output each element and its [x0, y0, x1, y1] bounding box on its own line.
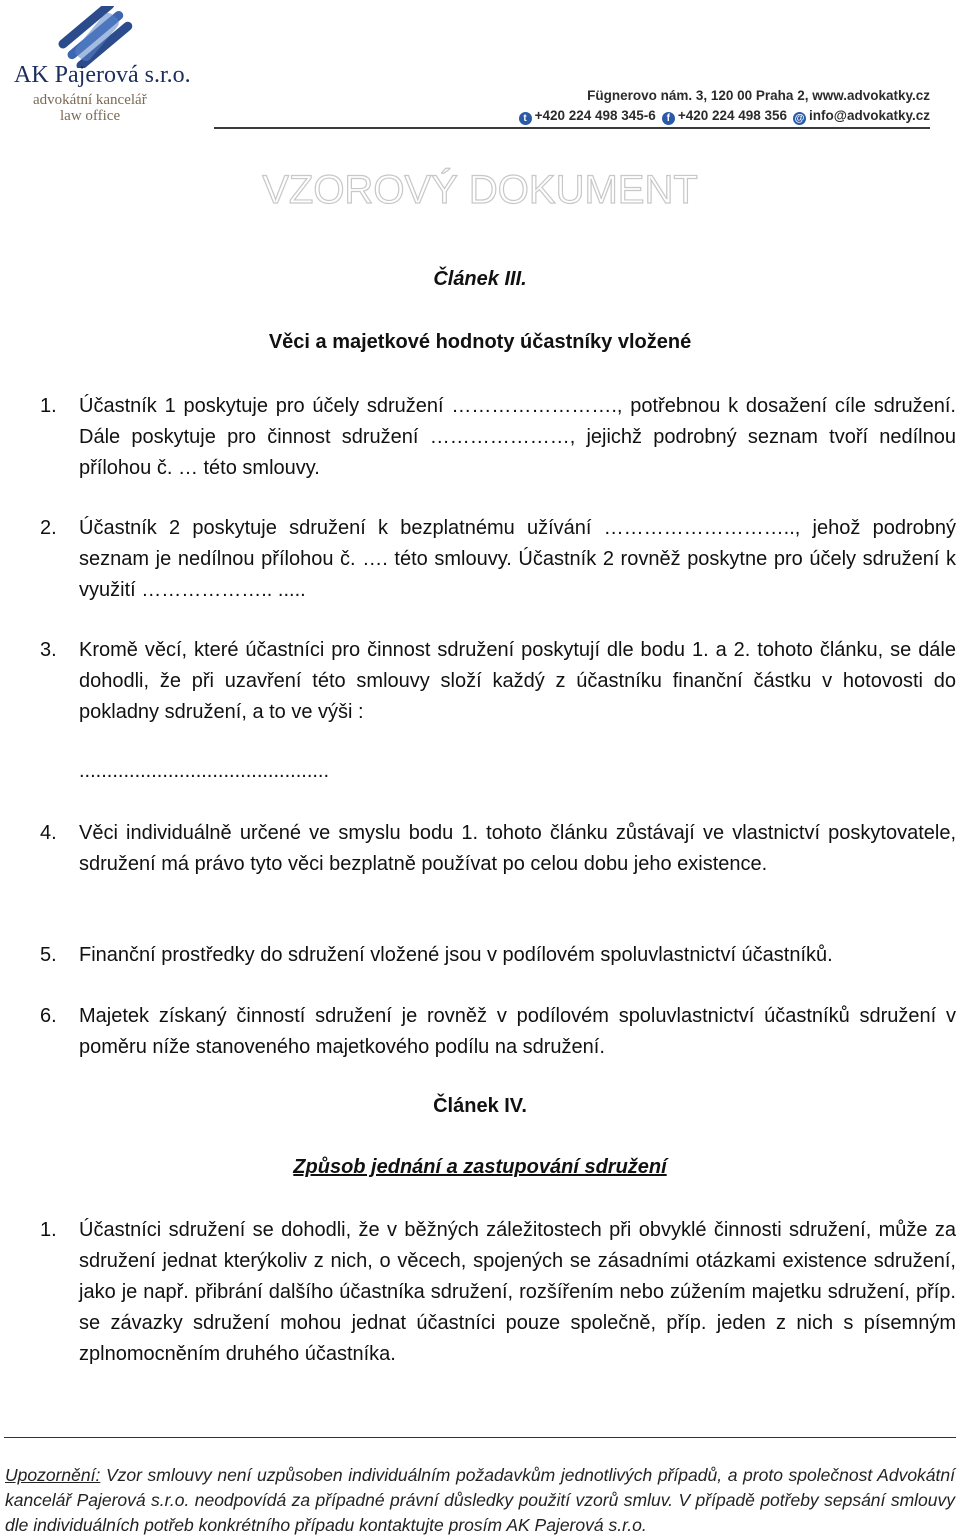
item-number: 3. [40, 639, 57, 661]
company-name: AK Pajerová s.r.o. [14, 62, 191, 88]
item-text: Majetek získaný činností sdružení je rovněž v podílovém spoluvlastnictví účastníků sdružení v poměru níže stanoveného majetkového podílu na sdružení. [79, 1005, 956, 1058]
list-item [40, 818, 956, 880]
company-subtitle-cz: advokátní kancelář [33, 92, 147, 108]
fax-icon: f [662, 112, 675, 125]
company-subtitle-en: law office [60, 108, 121, 124]
item-number: 2. [40, 517, 57, 539]
fax-contact [662, 108, 787, 125]
item-text: Účastníci sdružení se dohodli, že v běžných záležitostech při obvyklé činnosti sdružení, může za sdružení jednat kterýkoliv z nich, o věcech, spojených se zásadními otázkami existence sdružení, jako je např. přibrání dalšího účastníka sdružení, rozšířením nebo zúžením majetku sdružení, příp. se závazky sdružení mohou jednat účastníci pouze společně, příp. jeden z nich s písemným zplnomocněním druhého účastníka. [79, 1219, 956, 1365]
list-item [40, 1001, 956, 1063]
phone-number: +420 224 498 345-6 [534, 108, 656, 123]
item-text: Účastník 2 poskytuje sdružení k bezplatnému užívání ……………………….., jehož podrobný seznam je nedílnou přílohou č. …. této smlouvy. Účastník 2 rovněž poskytne pro účely sdružení k využití ……………….. ..... [79, 517, 956, 601]
list-item [40, 391, 956, 484]
item-number: 1. [40, 395, 57, 417]
list-item [40, 940, 956, 971]
email-icon: @ [794, 113, 805, 124]
phone-icon: t [519, 112, 532, 125]
list-item [40, 1215, 956, 1370]
email-address[interactable]: info@advokatky.cz [809, 108, 930, 123]
item-text: Kromě věcí, které účastníci pro činnost sdružení poskytují dle bodu 1. a 2. tohoto článku, se dále dohodli, že při uzavření této smlouvy složí každý z účastníku finanční částku v hotovosti do pokladny sdružení, a to ve výši : [79, 639, 956, 723]
header-contacts [519, 108, 930, 125]
header-contact-block [519, 88, 930, 125]
footer-disclaimer [5, 1463, 955, 1538]
watermark: VZOROVÝ DOKUMENT [262, 168, 698, 212]
list-item [40, 513, 956, 606]
header-address: Fügnerovo nám. 3, 120 00 Praha 2, www.advokatky.cz [587, 88, 930, 103]
footer-warning-label: Upozornění: [5, 1465, 101, 1485]
footer-divider [4, 1437, 956, 1438]
amount-placeholder: ............................................. [79, 760, 330, 782]
article-3-subtitle: Věci a majetkové hodnoty účastníky vložené [268, 331, 692, 353]
item-number: 4. [40, 822, 57, 844]
list-item [40, 635, 956, 728]
fax-number: +420 224 498 356 [677, 108, 788, 123]
item-text: Účastník 1 poskytuje pro účely sdružení ……………………., potřebnou k dosažení cíle sdružení. Dále poskytuje pro činnost sdružení …………………, jejichž podrobný seznam tvoří nedílnou přílohou č. … této smlouvy. [79, 395, 956, 479]
item-number: 6. [40, 1005, 57, 1027]
item-number: 1. [40, 1219, 57, 1241]
header-divider [214, 127, 930, 129]
footer-text: Vzor smlouvy není uzpůsoben individuálním požadavkům jednotlivých případů, a proto společnost Advokátní kancelář Pajerová s.r.o. neodpovídá za případné právní důsledky použití vzorů smluv. V případě potřeby sepsání smlouvy dle individuálních potřeb konkrétního případu kontaktujte prosím AK Pajerová s.r.o. [5, 1465, 955, 1535]
logo-mark-icon [58, 6, 136, 68]
email-contact[interactable] [793, 108, 930, 125]
article-3-title: Článek III. [433, 268, 527, 290]
phone-contact [519, 108, 656, 125]
article-4-title: Článek IV. [433, 1095, 527, 1117]
item-text: Věci individuálně určené ve smyslu bodu 1. tohoto článku zůstávají ve vlastnictví poskytovatele, sdružení má právo tyto věci bezplatně používat po celou dobu jeho existence. [79, 822, 956, 875]
item-number: 5. [40, 944, 57, 966]
article-4-subtitle: Způsob jednání a zastupování sdružení [293, 1156, 667, 1178]
item-text: Finanční prostředky do sdružení vložené jsou v podílovém spoluvlastnictví účastníků. [79, 944, 833, 966]
